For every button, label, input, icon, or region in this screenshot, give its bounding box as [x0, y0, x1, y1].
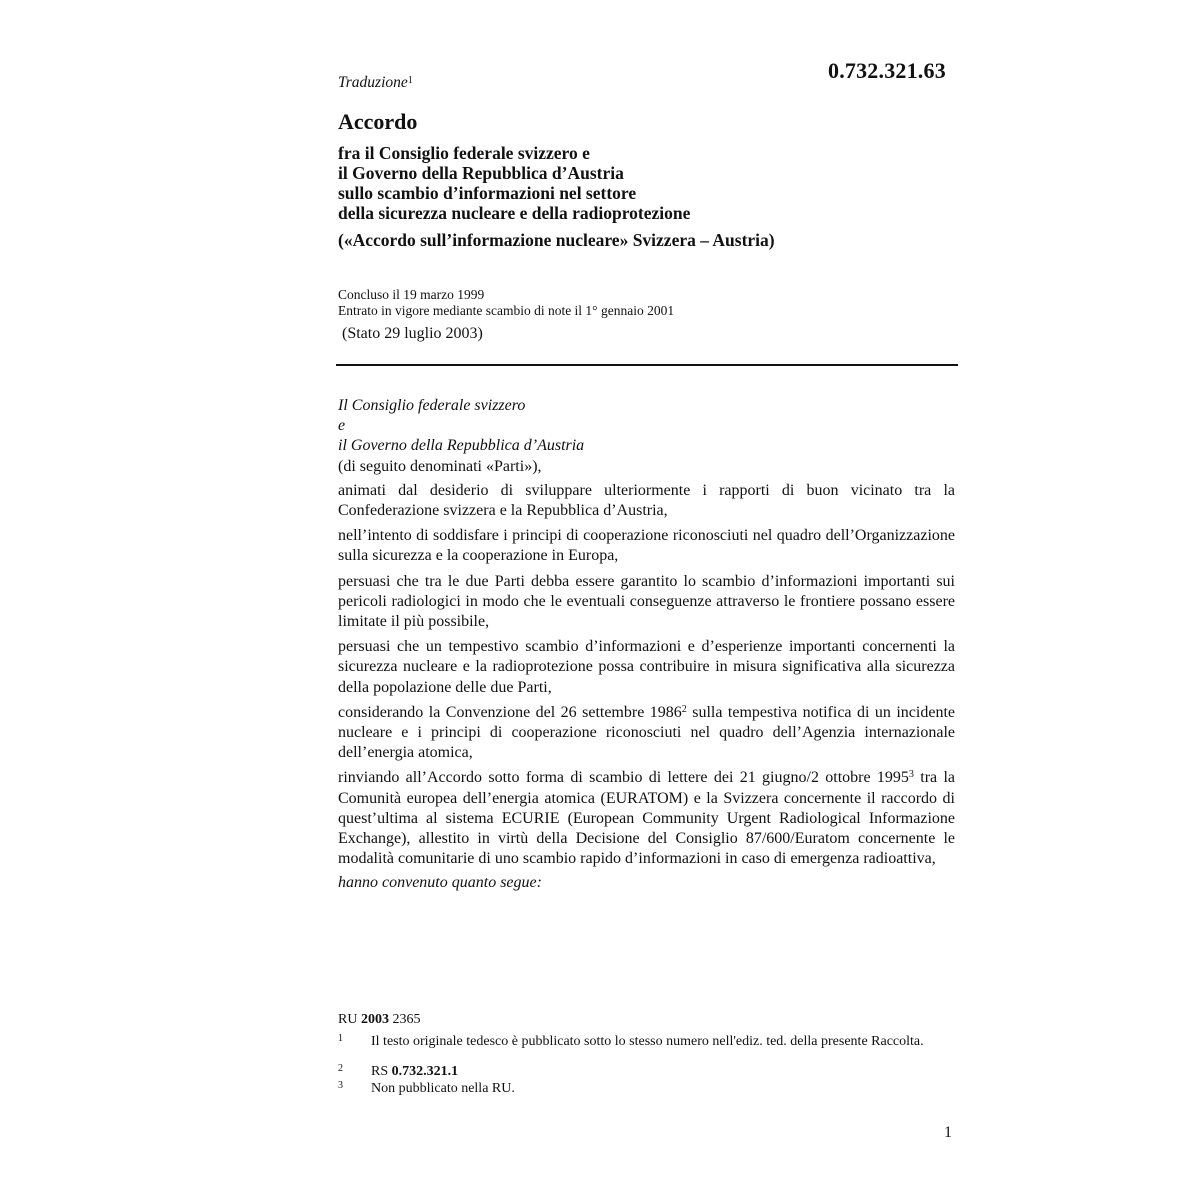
subtitle-line: il Governo della Repubblica d’Austria: [338, 163, 624, 183]
dates-block: [338, 287, 674, 319]
party-1: Il Consiglio federale svizzero: [338, 397, 526, 414]
footnote-sr-link[interactable]: 0.732.321.1: [391, 1064, 459, 1079]
page-number: 1: [944, 1124, 952, 1141]
separator-rule: [336, 364, 958, 366]
footnote-1: [338, 1034, 958, 1049]
concluded-date: Concluso il 19 marzo 1999: [338, 287, 485, 302]
recital-6: [338, 768, 955, 869]
recital-6-text-b: tra la Comunità europea dell’energia atomica (EURATOM) e la Svizzera concernente il raccordo di quest’ultima al sistema ECURIE (European Community Urgent Radiological Informazione Exchange), allestito in virtù della Decisione del Consiglio 87/600/Euratom concernente le modalità comunitarie di uno scambio rapido d’informazioni in caso di emergenza radioattiva,: [338, 769, 955, 868]
footnote-prefix: RS: [371, 1064, 392, 1079]
recital-5-text-b: sulla tempestiva notifica di un incidente nucleare e i principi di cooperazione riconosciuti nel quadro dell’Agenzia internazionale dell’energia atomica,: [338, 703, 956, 762]
closing-formula: hanno convenuto quanto segue:: [338, 874, 542, 892]
footnote-ref-2[interactable]: 2: [681, 703, 687, 715]
recital-6-text-a: rinviando all’Accordo sotto forma di scambio di lettere dei 21 giugno/2 ottobre 1995: [338, 769, 909, 787]
footnote-ref-1[interactable]: 1: [407, 75, 413, 86]
footnote-text: [371, 1064, 958, 1079]
subtitle-line: sullo scambio d’informazioni nel settore: [338, 183, 637, 203]
footnote-text: Non pubblicato nella RU.: [371, 1081, 515, 1096]
ru-page: 2365: [392, 1012, 421, 1027]
status-date: (Stato 29 luglio 2003): [342, 325, 483, 342]
entry-into-force: Entrato in vigore mediante scambio di note il 1° gennaio 2001: [338, 303, 675, 318]
translation-text: Traduzione: [338, 74, 408, 91]
sr-number: 0.732.321.63: [828, 58, 946, 83]
footnote-2: [338, 1064, 958, 1079]
recital-1: animati dal desiderio di sviluppare ulteriormente i rapporti di buon vicinato tra la Confederazione svizzera e la Repubblica d’Austria,: [338, 481, 955, 520]
recital-3: persuasi che tra le due Parti debba essere garantito lo scambio d’informazioni importanti sui pericoli radiologici in modo che le eventuali conseguenze attraverso le frontiere possano essere limitate il più possibile,: [338, 572, 955, 631]
preamble: [338, 396, 955, 894]
footnote-3: [338, 1081, 958, 1096]
document-subtitle: [338, 143, 690, 223]
footnote-number: 3: [338, 1080, 343, 1091]
recital-4: persuasi che un tempestivo scambio d’informazioni e d’esperienze importanti concernenti la sicurezza nucleare e la radioprotezione possa contribuire in misura significativa alla sicurezza della popolazione delle due Parti,: [338, 638, 955, 696]
ru-year: 2003: [360, 1012, 389, 1027]
subtitle-line: fra il Consiglio federale svizzero e: [338, 143, 590, 163]
footnote-number: 2: [338, 1063, 343, 1074]
footnote-text: Il testo originale tedesco è pubblicato sotto lo stesso numero nell'ediz. ted. della presente Raccolta.: [371, 1034, 924, 1049]
hereinafter: (di seguito denominati «Parti»),: [338, 457, 542, 475]
party-2: il Governo della Repubblica d’Austria: [338, 437, 585, 455]
footnote-number: 1: [338, 1033, 343, 1044]
recital-5-text-a: considerando la Convenzione del 26 settembre 1986: [338, 703, 682, 721]
subtitle-line: della sicurezza nucleare e della radioprotezione: [338, 203, 691, 223]
translation-label: [338, 74, 413, 92]
document-title: Accordo: [338, 109, 418, 134]
recital-5: [338, 703, 955, 764]
conjunction: e: [338, 417, 346, 435]
ru-reference: [338, 1012, 420, 1028]
short-title: («Accordo sull’informazione nucleare» Svizzera – Austria): [338, 230, 775, 250]
footnote-ref-3[interactable]: 3: [908, 769, 914, 781]
ru-prefix: RU: [338, 1012, 358, 1027]
recital-2: nell’intento di soddisfare i principi di cooperazione riconosciuti nel quadro dell’Organizzazione sulla sicurezza e la cooperazione in Europa,: [338, 527, 955, 565]
